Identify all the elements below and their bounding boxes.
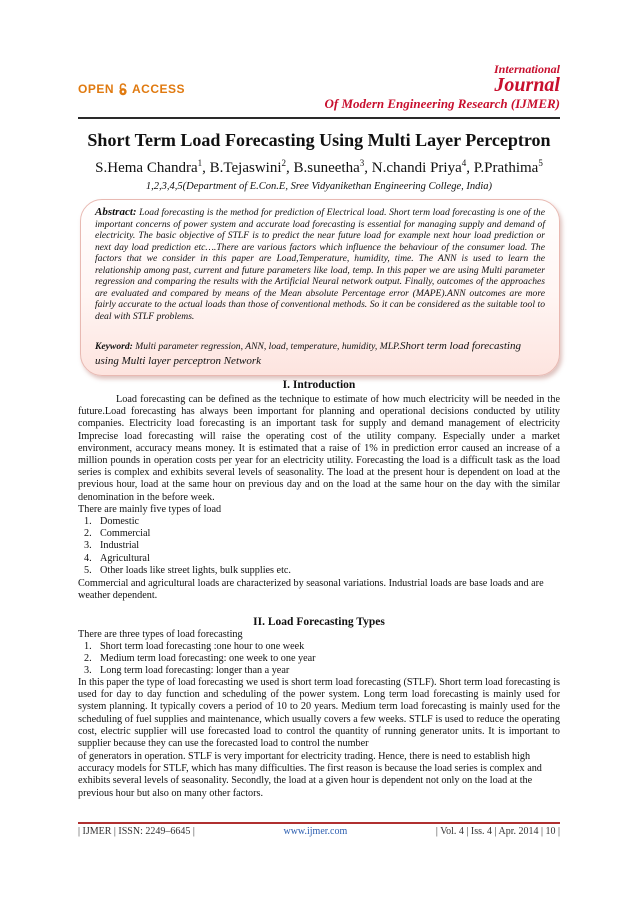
intro-paragraph: Load forecasting can be defined as the technique to estimate of how much electricity will be needed in the future.Load forecasting has always been important for planning and operational decisions conducted by utility companies. Electricity load forecasting is an important task for supply and demand management of electricity Imprecise load forecasting will raise the operating cost of the utility company. Especially under a market environment, accuracy means money. It is estimated that a raise of 1% in prediction error caused an increase of a million pounds in operation costs per year for an electricity utility. Forecasting the load is a difficult task as the load series is complex and exhibits several levels of seasonality. The load at the present hour is dependent on load at the previous hour, load at the same hour on previous day and on the load at the same hour on the day with the similar denomination in the before week. [78, 394, 560, 503]
open-access-word-open: OPEN [78, 82, 115, 96]
load-types-list [78, 516, 560, 577]
list-item [78, 553, 560, 565]
abstract-text [95, 207, 545, 322]
section-heading-load-forecasting-types: II. Load Forecasting Types [253, 616, 385, 628]
journal-header [0, 0, 638, 120]
list-number: 4. [84, 552, 92, 564]
footer-divider [78, 822, 560, 824]
forecasting-types-list [78, 641, 560, 678]
list-number: 1. [84, 641, 92, 652]
author-affil-marker: 1 [197, 158, 203, 168]
list-number: 3. [84, 665, 92, 677]
stlf-importance-paragraph: of generators in operation. STLF is very important for electricity trading. Hence, there is need to establish high accuracy models for STLF, which has many difficulties. The first reason is because the load series is complex and exhibits several levels of seasonality. Secondly, the load at a given hour is dependent not only on the load at the previous hour but also on many other factors. [78, 751, 542, 799]
load-characteristics-paragraph: Commercial and agricultural loads are characterized by seasonal variations. Industrial loads are base loads and are weather dependent. [78, 578, 544, 602]
stlf-paragraph: In this paper the type of load forecasting we used is short term load forecasting (STLF). Short term load forecasting is used for day to day function and scheduling of the power system. Long term load forecasting is mainly used for system planning. It typically covers a period of 10 to 20 years. Medium term load forecasting is mainly used for the scheduling of fuel supplies and maintenance, which usually covers a few weeks. STLF is used to reduce the operating cost, electric supplier will use forecasted load to control the quantity of running generator units. It is important to supplier because they can use the forecasted load to control the number [78, 677, 560, 750]
list-item [78, 641, 560, 653]
keywords [95, 339, 545, 369]
list-number: 3. [84, 540, 92, 552]
footer-volume-page: | Vol. 4 | Iss. 4 | Apr. 2014 | 10 | [435, 826, 560, 837]
list-text: Industrial [100, 540, 140, 552]
journal-international: International [493, 62, 560, 76]
list-item [78, 540, 560, 552]
list-text: Long term load forecasting: longer than a year [100, 665, 290, 677]
author-affil-marker: 2 [281, 158, 287, 168]
author-affiliation: 1,2,3,4,5(Department of E.Con.E, Sree Vidyanikethan Engineering College, India) [145, 181, 493, 192]
list-number: 2. [84, 528, 92, 540]
forecasting-types-intro: There are three types of load forecasting [78, 629, 243, 640]
list-item [78, 665, 560, 677]
author-separator: , [364, 160, 372, 176]
open-access-word-access: ACCESS [132, 82, 186, 96]
list-number: 1. [84, 516, 92, 527]
page-footer [78, 826, 560, 837]
paper-title: Short Term Load Forecasting Using Multi Layer Perceptron [87, 130, 551, 150]
author-name: P.Prathima [473, 160, 539, 176]
list-text: Medium term load forecasting: one week to one year [100, 653, 316, 665]
list-item [78, 653, 560, 665]
list-text: Commercial [100, 528, 151, 540]
author-list [0, 158, 638, 177]
journal-subtitle: Of Modern Engineering Research (IJMER) [324, 96, 560, 111]
author-separator: , [466, 160, 474, 176]
author-separator: , [286, 160, 294, 176]
keyword-list: Multi parameter regression, ANN, load, temperature, humidity, MLP. [135, 341, 401, 352]
author-name: B.Tejaswini [209, 160, 282, 176]
list-item [78, 528, 560, 540]
author-name: B.suneetha [293, 160, 360, 176]
list-number: 2. [84, 653, 92, 665]
author-affil-marker: 4 [461, 158, 467, 168]
abstract-body: Load forecasting is the method for prediction of Electrical load. Short term load forecasting is one of the important concerns of power system and accurate load forecasting is essential for managing supply and demand of electricity. The basic objective of STLF is to predict the near future load for example next hour load prediction or next day load prediction etc….There are various factors which influence the behaviour of the consumer load. The factors that we consider in this paper are Load,Temperature, humidity, time. The ANN is used to learn the relationship among past, current and future parameters like load, temp. In this paper we are using Multi parameter regression and comparing the results with the Artificial Neural network output. Finally, outcomes of the approaches are evaluated and compared by means of the Mean absolute Percentage error (MAPE).ANN outcomes are more fairly accurate to the actual loads than those of conventional methods. So it can be considered as the suitable tool to deal with STLF problems. [95, 207, 545, 322]
list-text: Other loads like street lights, bulk supplies etc. [100, 564, 291, 576]
section-heading-introduction: I. Introduction [282, 379, 356, 391]
footer-website-link[interactable]: www.ijmer.com [283, 826, 348, 837]
list-text: Short term load forecasting :one hour to one week [100, 641, 305, 652]
abstract-label: Abstract: [95, 206, 137, 218]
author-affil-marker: 3 [359, 158, 365, 168]
list-item [78, 516, 560, 528]
list-item [78, 565, 560, 577]
open-access-logo [78, 82, 185, 96]
open-lock-icon [118, 83, 128, 95]
footer-issn: | IJMER | ISSN: 2249–6645 | [78, 826, 195, 837]
author-name: N.chandi Priya [371, 160, 462, 176]
keyword-list-tail: Short term load forecasting using Multi layer perceptron Network [95, 340, 521, 367]
author-name: S.Hema Chandra [95, 160, 198, 176]
journal-name: Journal [494, 74, 560, 96]
keyword-label: Keyword: [95, 341, 133, 352]
author-affil-marker: 5 [538, 158, 543, 168]
load-types-intro: There are mainly five types of load [78, 504, 222, 515]
list-text: Agricultural [100, 552, 150, 564]
list-number: 5. [84, 564, 92, 576]
author-separator: , [202, 160, 210, 176]
header-divider [78, 117, 560, 119]
list-text: Domestic [100, 516, 140, 527]
